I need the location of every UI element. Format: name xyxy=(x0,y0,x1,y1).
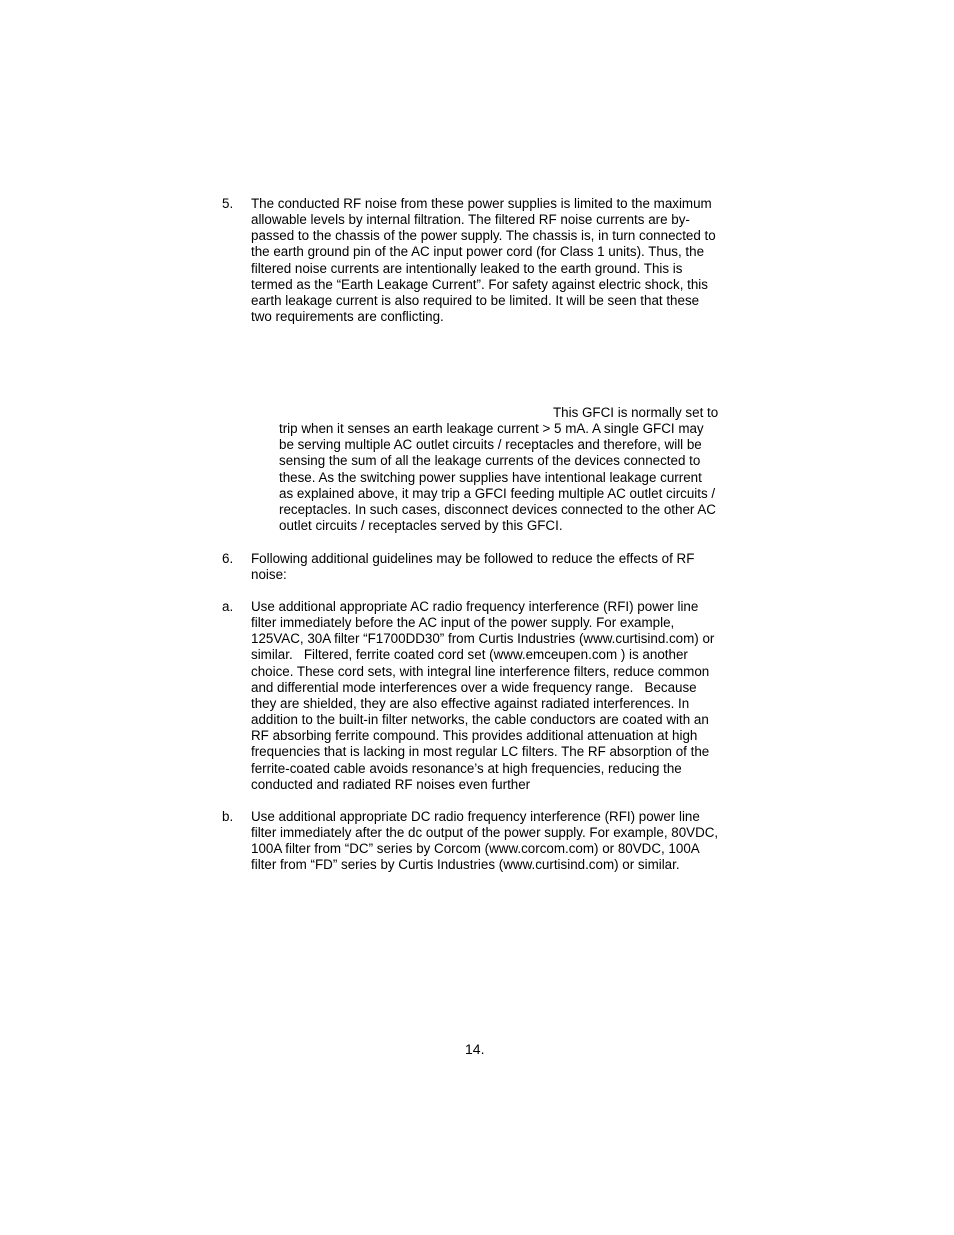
paragraph-line: as explained above, it may trip a GFCI feeding multiple AC outlet circuits / xyxy=(279,485,716,501)
paragraph-line: outlet circuits / receptacles served by this GFCI. xyxy=(279,518,563,534)
paragraph-line: sensing the sum of all the leakage currents of the devices connected to xyxy=(279,453,701,469)
paragraph-line: Use additional appropriate DC radio frequency interference (RFI) power line xyxy=(251,809,700,824)
list-marker: a. xyxy=(222,599,234,614)
paragraph-line: earth leakage current is also required to be limited. It will be seen that these xyxy=(251,292,700,308)
paragraph-line: they are shielded, they are also effective against radiated interferences. In xyxy=(251,695,690,711)
paragraph-line: frequencies that is lacking in most regular LC filters. The RF absorption of the xyxy=(251,744,710,760)
paragraph-line: filter immediately after the dc output of the power supply. For example, 80VDC, xyxy=(251,825,719,841)
paragraph-line: these. As the switching power supplies have intentional leakage current xyxy=(279,469,702,485)
paragraph-line: Following additional guidelines may be followed to reduce the effects of RF xyxy=(251,551,695,566)
paragraph-line: filter immediately before the AC input of the power supply. For example, xyxy=(251,615,675,631)
paragraph-line: ferrite-coated cable avoids resonance’s at high frequencies, reducing the xyxy=(251,760,682,776)
page-number: 14. xyxy=(465,1041,485,1057)
paragraph-line: be serving multiple AC outlet circuits / receptacles and therefore, will be xyxy=(279,437,702,453)
paragraph-line: Use additional appropriate AC radio frequency interference (RFI) power line xyxy=(251,599,699,614)
paragraph-line: allowable levels by internal filtration. The filtered RF noise currents are by- xyxy=(251,212,690,228)
paragraph-line: and differential mode interferences over a wide frequency range. Because xyxy=(251,679,697,695)
list-marker: 6. xyxy=(222,551,234,566)
list-marker: 5. xyxy=(222,196,234,211)
paragraph-line: 100A filter from “DC” series by Corcom (www.corcom.com) or 80VDC, 100A xyxy=(251,841,700,857)
paragraph-line: conducted and radiated RF noises even further xyxy=(251,776,531,792)
paragraph-line: filter from “FD” series by Curtis Industries (www.curtisind.com) or similar. xyxy=(251,857,680,873)
paragraph-line: The conducted RF noise from these power supplies is limited to the maximum xyxy=(251,196,712,211)
paragraph-line: the earth ground pin of the AC input power cord (for Class 1 units). Thus, the xyxy=(251,244,705,260)
paragraph-line: termed as the “Earth Leakage Current”. For safety against electric shock, this xyxy=(251,276,708,292)
paragraph-line: two requirements are conflicting. xyxy=(251,309,444,325)
paragraph-line: This GFCI is normally set to xyxy=(553,405,719,420)
paragraph-line: receptacles. In such cases, disconnect devices connected to the other AC xyxy=(279,501,716,517)
paragraph-line: choice. These cord sets, with integral line interference filters, reduce common xyxy=(251,663,710,679)
paragraph-line: passed to the chassis of the power supply. The chassis is, in turn connected to xyxy=(251,228,716,244)
paragraph-line: noise: xyxy=(251,567,287,583)
paragraph-line: trip when it senses an earth leakage current > 5 mA. A single GFCI may xyxy=(279,421,704,437)
paragraph-line: filtered noise currents are intentionally leaked to the earth ground. This is xyxy=(251,260,683,276)
paragraph-line: similar. Filtered, ferrite coated cord set (www.emceupen.com ) is another xyxy=(251,647,688,663)
list-marker: b. xyxy=(222,809,234,824)
paragraph-line: RF absorbing ferrite compound. This provides additional attenuation at high xyxy=(251,728,698,744)
paragraph-line: 125VAC, 30A filter “F1700DD30” from Curtis Industries (www.curtisind.com) or xyxy=(251,631,715,647)
paragraph-line: addition to the built-in filter networks, the cable conductors are coated with an xyxy=(251,712,709,728)
